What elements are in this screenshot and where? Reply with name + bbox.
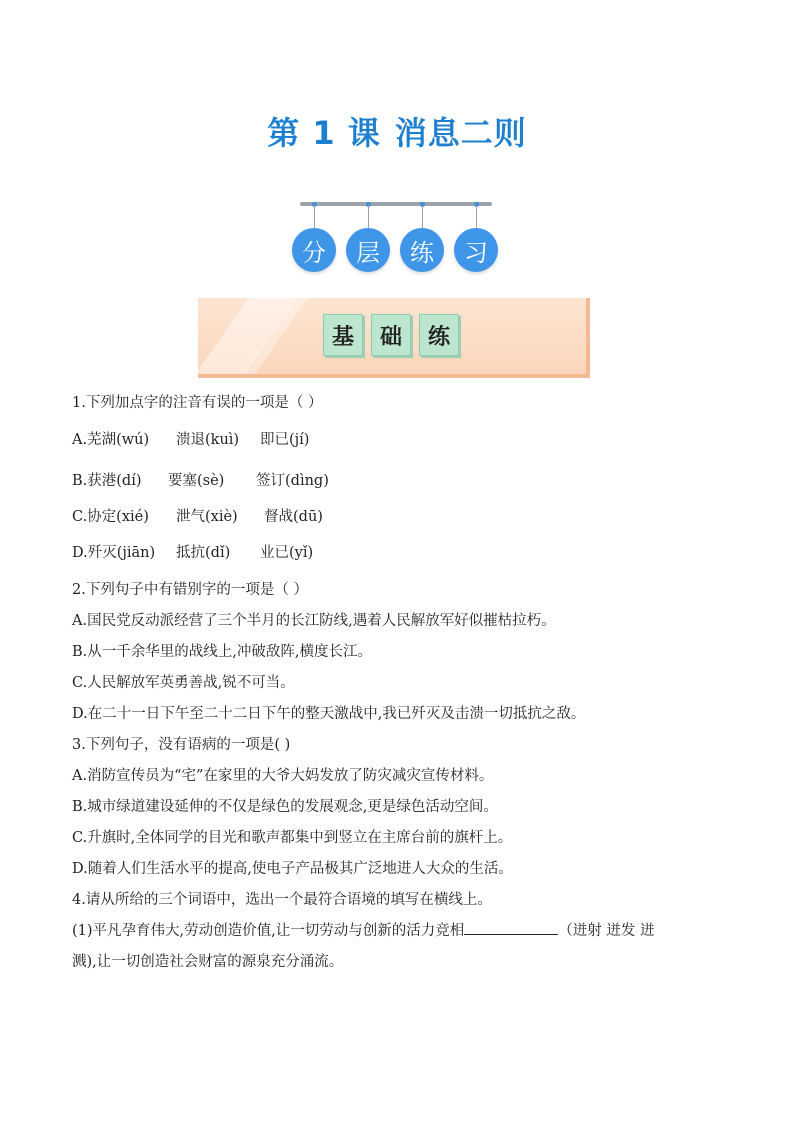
section-bubble: 层 [346,228,390,272]
option-row: C.人民解放军英勇善战,锐不可当。 [72,675,295,691]
section-bubble: 分 [292,228,336,272]
question-stem: 1.下列加点字的注音有误的一项是（ ） [72,395,323,411]
option-row: D.随着人们生活水平的提高,使电子产品极其广泛地进人大众的生活。 [72,861,513,877]
hanger-string [314,205,315,229]
option-row: A.国民党反动派经营了三个半月的长江防线,遇着人民解放军好似摧枯拉朽。 [72,613,556,629]
banner-tiles [323,314,459,356]
section-bubble: 练 [400,228,444,272]
hanger-string [422,205,423,229]
option-row: A.消防宣传员为“宅”在家里的大爷大妈发放了防灾减灾宣传材料。 [72,768,494,784]
page-title: 第 1 课 消息二则 [267,114,527,152]
option-item: 溃退(kuì) [176,432,240,448]
option-item: 即已(jí) [260,432,310,448]
option-item: 督战(dū) [264,509,323,525]
option-row [72,541,313,562]
option-row [72,469,329,490]
option-item: B.获港(dí) [72,473,142,489]
question-stem: 3.下列句子，没有语病的一项是( ) [72,737,291,753]
answer-blank[interactable] [464,920,558,935]
option-item: 抵抗(dǐ) [176,545,231,561]
option-item: 泄气(xiè) [176,509,238,525]
question-stem: 2.下列句子中有错别字的一项是（ ） [72,582,308,598]
option-row: C.升旗时,全体同学的目光和歌声都集中到竖立在主席台前的旗杆上。 [72,830,513,846]
option-row: D.在二十一日下午至二十二日下午的整天激战中,我已歼灭及击溃一切抵抗之敌。 [72,706,586,722]
option-item: D.歼灭(jiān) [72,545,156,561]
section-banner [198,298,590,378]
option-item: A.芜湖(wú) [72,432,150,448]
option-row [72,428,309,449]
option-item: 业已(yǐ) [260,545,314,561]
section-bubble: 习 [454,228,498,272]
option-row: B.从一千余华里的战线上,冲破敌阵,横度长江。 [72,644,372,660]
banner-tile: 练 [419,314,459,356]
option-item: C.协定(xié) [72,509,149,525]
option-item: 签订(dìng) [256,473,329,489]
banner-tile: 基 [323,314,363,356]
hanger-string [476,205,477,229]
question-stem: 4.请从所给的三个词语中，选出一个最符合语境的填写在横线上。 [72,892,492,908]
fill-in-item-continued: 溅),让一切创造社会财富的源泉充分涌流。 [72,954,344,970]
fill-in-item: (1)平凡孕育伟大,劳动创造价值,让一切劳动与创新的活力竞相 （迸射 迸发 迸 [72,919,654,940]
option-item: 要塞(sè) [168,473,225,489]
banner-tile: 础 [371,314,411,356]
bubble-hanger-bar [300,202,492,206]
option-row: B.城市绿道建设延伸的不仅是绿色的发展观念,更是绿色活动空间。 [72,799,498,815]
hanger-string [368,205,369,229]
option-row [72,505,323,526]
